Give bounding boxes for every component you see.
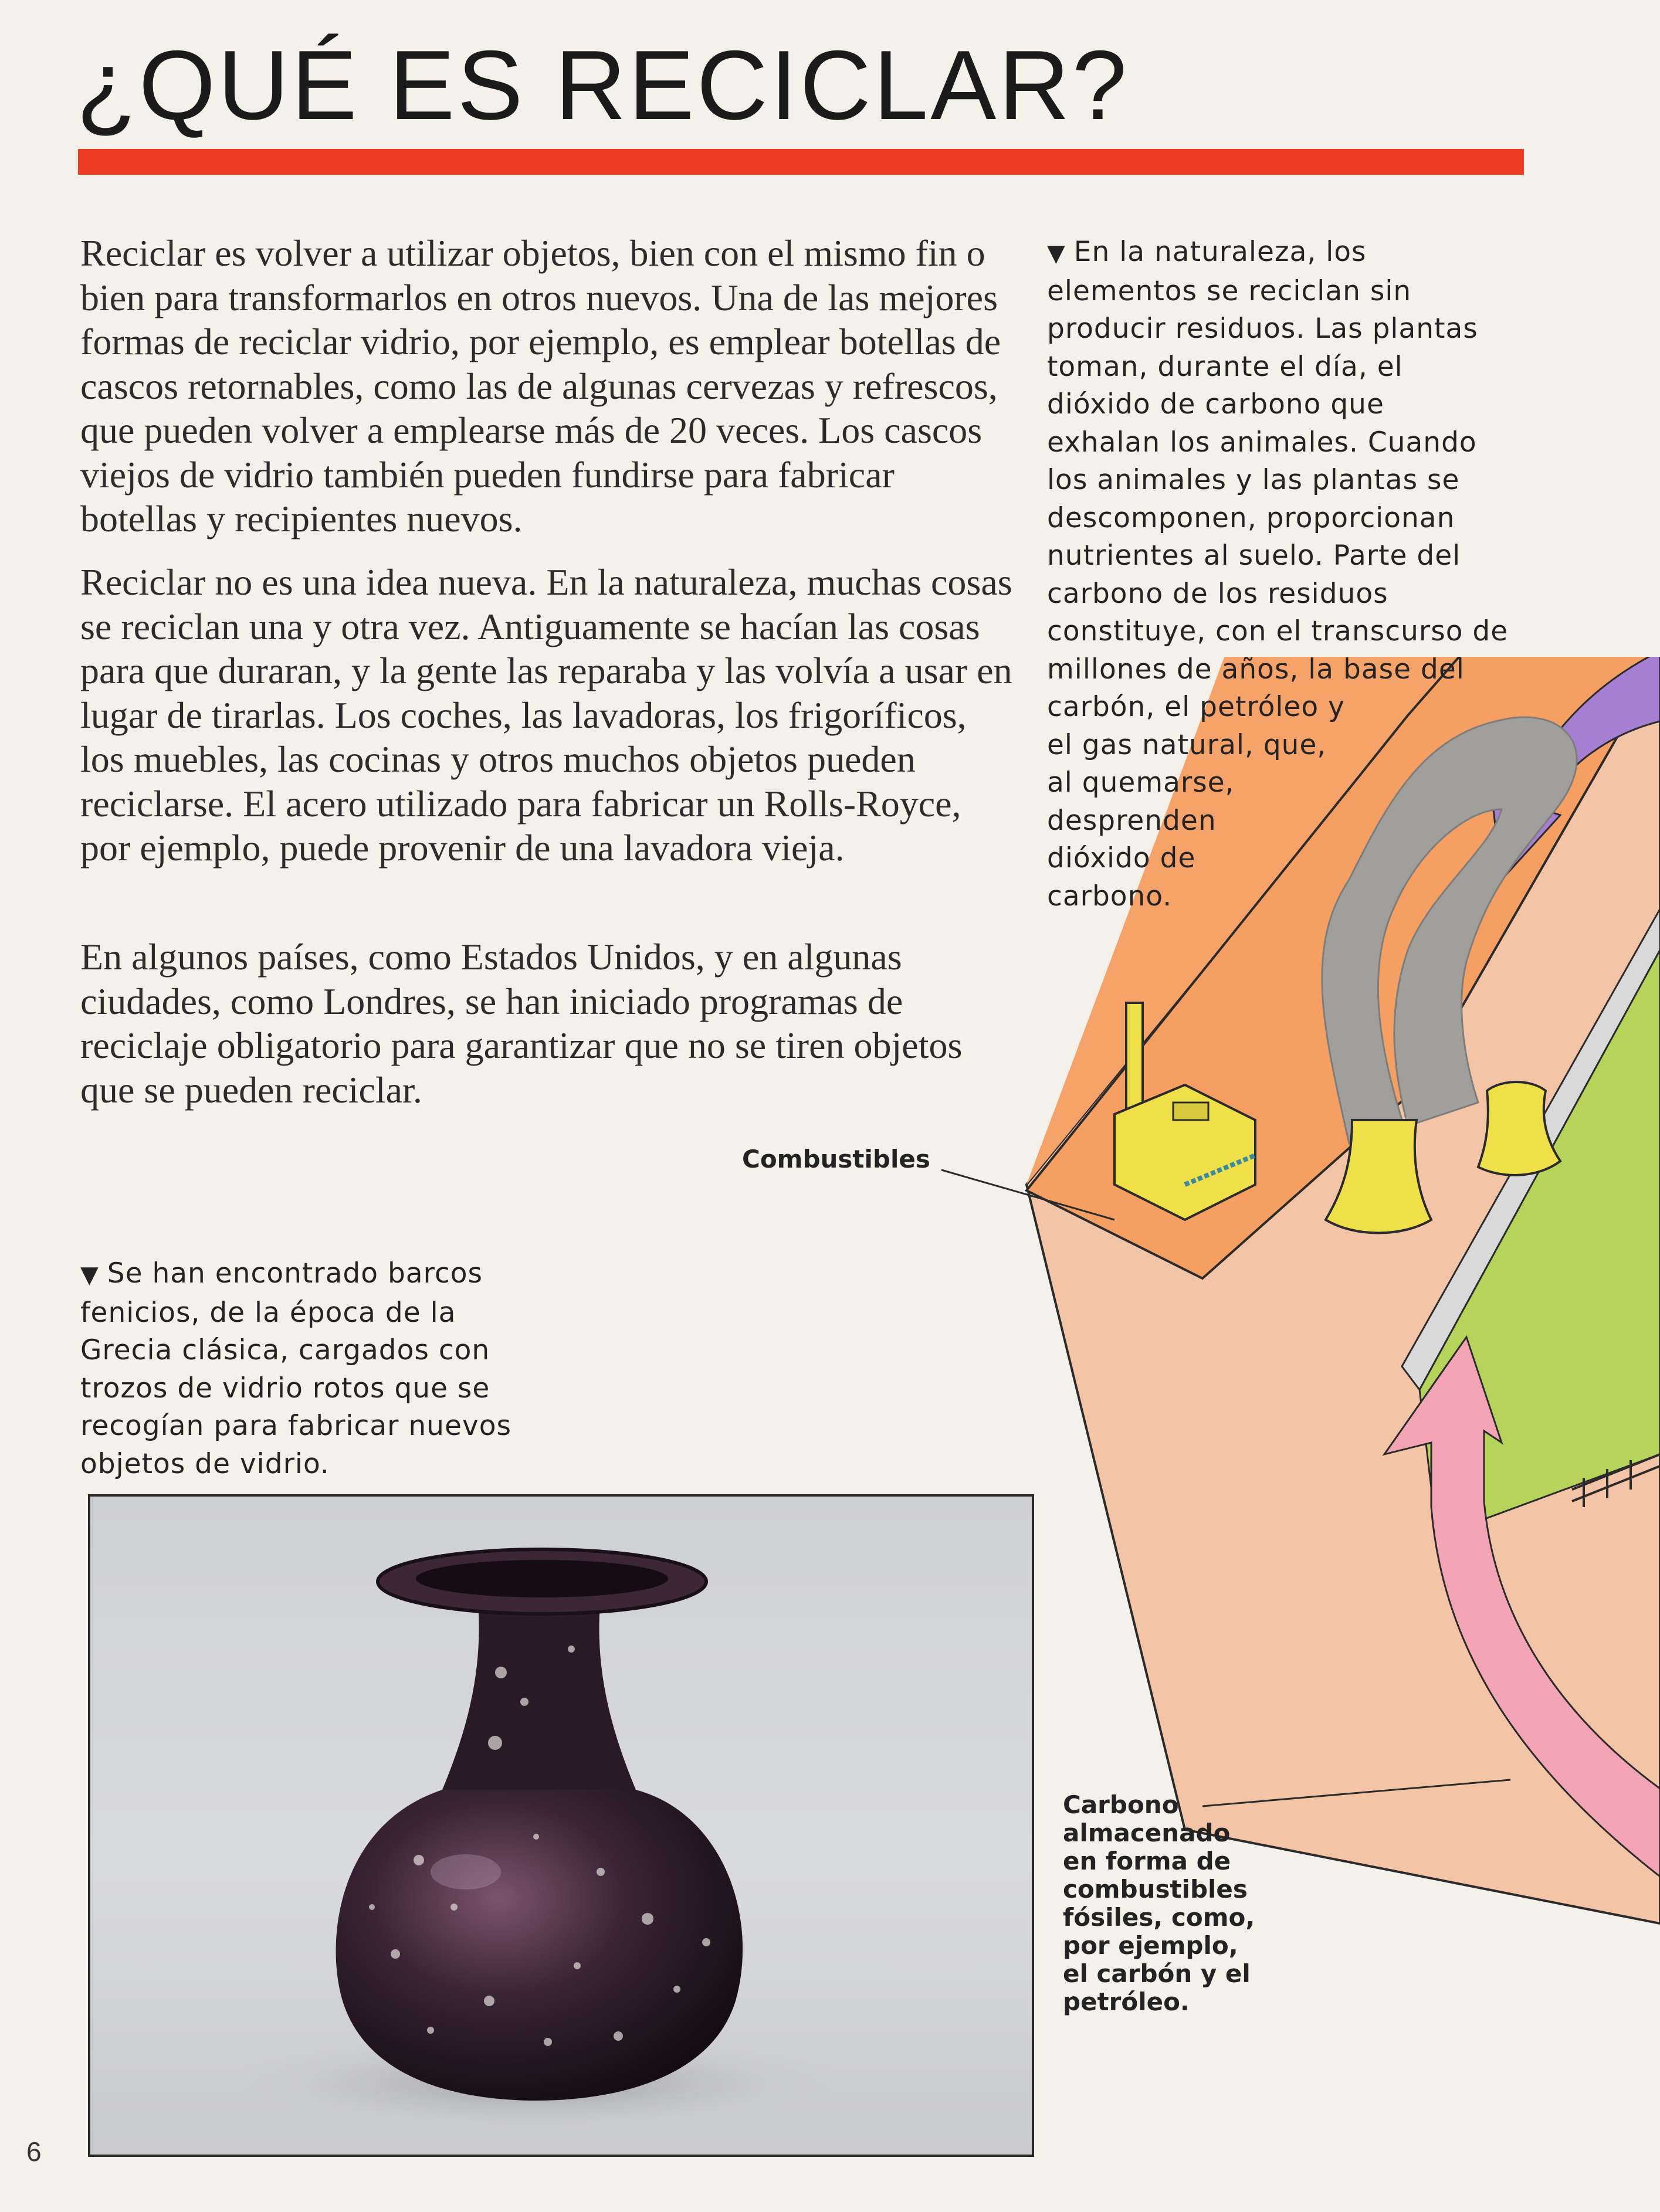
caption-line: Grecia clásica, cargados con: [80, 1334, 490, 1366]
caption-line: dióxido de: [1047, 842, 1196, 874]
label-line: el carbón y el: [1063, 1959, 1251, 1988]
caption-line: el gas natural, que,: [1047, 728, 1327, 761]
caption-line: millones de años, la base del: [1047, 653, 1465, 686]
caption-nature: [1047, 233, 1540, 915]
caption-line: objetos de vidrio.: [80, 1447, 330, 1480]
label-line: combustibles: [1063, 1875, 1248, 1904]
caption-line: los animales y las plantas se: [1047, 464, 1460, 496]
caption-line: ▼ Se han encontrado barcos: [80, 1257, 483, 1290]
label-line: en forma de: [1063, 1847, 1231, 1875]
caption-line: descomponen, proporcionan: [1047, 501, 1455, 534]
body-paragraph-1: Reciclar es volver a utilizar objetos, bien con el mismo fin o bien para transformarlos en otros nuevos. Una de las mejores formas de reciclar vidrio, por ejemplo, es emplear botellas de cascos retornables, como las de algunas cervezas y refrescos, que pueden volver a emplearse más de 20 veces. Los cascos viejos de vidrio también pueden fundirse para fabricar botellas y recipientes nuevos.: [80, 232, 1001, 540]
vase-photo: [88, 1494, 1034, 2157]
caption-line: desprenden: [1047, 804, 1217, 837]
label-carbon: [1063, 1791, 1309, 2016]
caption-line: trozos de vidrio rotos que se: [80, 1372, 490, 1404]
body-paragraph-3: En algunos países, como Estados Unidos, y en algunas ciudades, como Londres, se han iniciado programas de reciclaje obligatorio para garantizar que no se tiren objetos que se pueden reciclar.: [80, 936, 963, 1111]
caption-line: exhalan los animales. Cuando: [1047, 426, 1477, 459]
caption-line: dióxido de carbono que: [1047, 388, 1384, 420]
body-paragraph-2: Reciclar no es una idea nueva. En la naturaleza, muchas cosas se reciclan una y otra vez. Antiguamente se hacían las cosas para que duraran, y la gente las reparaba y las volvía a usar en lugar de tirarlas. Los coches, las lavadoras, los frigoríficos, los muebles, las cocinas y otros muchos objetos pueden reciclarse. El acero utilizado para fabricar un Rolls-Royce, por ejemplo, puede provenir de una lavadora vieja.: [80, 561, 1012, 868]
page-title: ¿QUÉ ES RECICLAR?: [76, 30, 1130, 140]
label-line: por ejemplo,: [1063, 1931, 1238, 1960]
caption-line: producir residuos. Las plantas: [1047, 313, 1478, 345]
caption-line: fenicios, de la época de la: [80, 1296, 456, 1329]
caption-line: carbono de los residuos: [1047, 577, 1388, 610]
label-line: fósiles, como,: [1063, 1903, 1255, 1932]
caption-line: carbono.: [1047, 880, 1173, 912]
caption-line: elementos se reciclan sin: [1047, 274, 1412, 307]
page-number: 6: [26, 2136, 42, 2167]
title-rule: [78, 149, 1524, 175]
caption-line: nutrientes al suelo. Parte del: [1047, 540, 1461, 572]
pointer-triangle-icon: ▼: [80, 1261, 99, 1288]
caption-line: constituye, con el transcurso de: [1047, 615, 1509, 647]
label-line: Carbono: [1063, 1790, 1179, 1819]
label-line: almacenado: [1063, 1819, 1231, 1847]
pointer-triangle-icon: ▼: [1047, 240, 1066, 267]
label-line: petróleo.: [1063, 1987, 1190, 2016]
vase-icon: [90, 1497, 1032, 2155]
caption-line: carbón, el petróleo y: [1047, 691, 1345, 723]
caption-line: ▼ En la naturaleza, los: [1047, 236, 1367, 268]
caption-line: recogían para fabricar nuevos: [80, 1410, 511, 1442]
caption-line: al quemarse,: [1047, 766, 1235, 799]
label-fuel: Combustibles: [742, 1145, 930, 1173]
caption-ships: [80, 1255, 550, 1483]
caption-line: toman, durante el día, el: [1047, 350, 1403, 383]
